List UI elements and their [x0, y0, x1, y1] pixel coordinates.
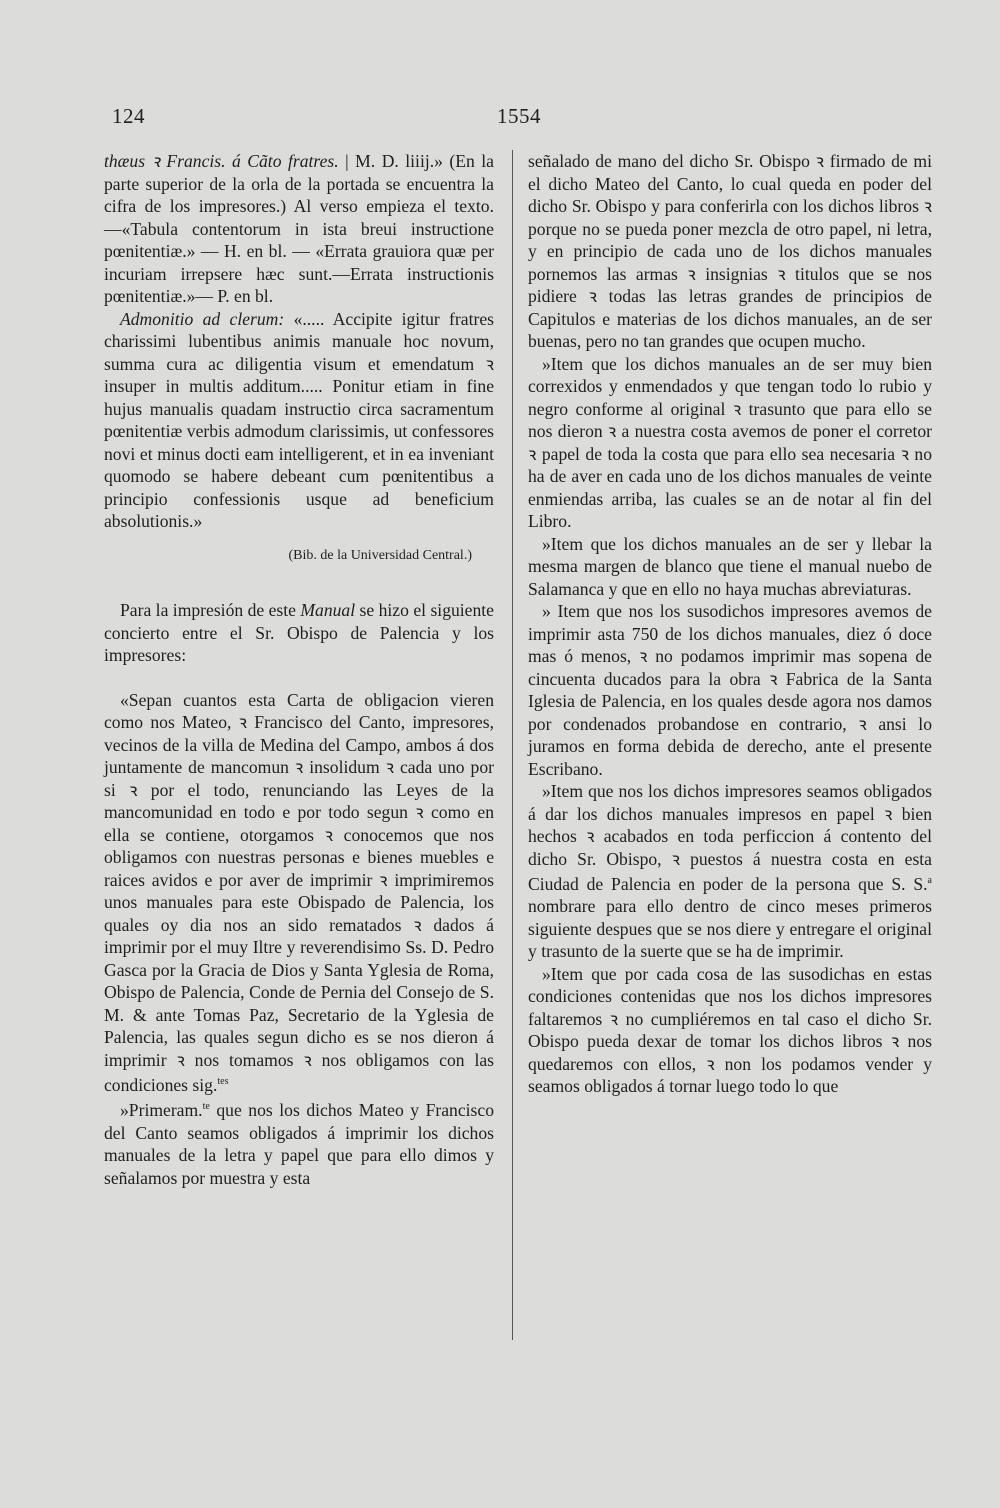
entrega-text-a: »Item que nos los dichos impresores seamos obligados á dar los dichos manuales impresos en papel ꝛ bien hechos ꝛ acabados en toda perficcion á contento del dicho Sr. Obispo, ꝛ puestos á nuestra costa en esta Ciudad de Palencia en poder de la persona que S. S.: [528, 781, 932, 894]
column-divider: [512, 150, 513, 1340]
item-750-paragraph: » Item que nos los susodichos impresores avemos de imprimir asta 750 de los dichos manuales, diez ó doce mas ó menos, ꝛ no podamos imprimir mas sopena de cincuenta ducados para la obra ꝛ Fabrica de la Santa Iglesia de Palencia, en los quales desde agora nos damos por condenados probandose en contrario, ꝛ ansi lo juramos en forma debida de derecho, ante el presente Escribano.: [528, 601, 932, 779]
superscript-tes: tes: [217, 1076, 229, 1087]
right-column: [528, 150, 932, 1098]
superscript-a: a: [927, 875, 932, 886]
page-number: 124: [112, 104, 145, 128]
obligacion-text: «Sepan cuantos esta Carta de obligacion vieren como nos Mateo, ꝛ Francisco del Canto, impresores, vecinos de la villa de Medina del Campo, ambos á dos juntamente de mancomun ꝛ insolidum ꝛ cada uno por si ꝛ por el todo, renunciando las Leyes de la mancomunidad en todo e por todo segun ꝛ como en ella se contiene, otorgamos ꝛ conocemos que nos obligamos con nuestras personas e bienes muebles e raices avidos e por aver de imprimir ꝛ imprimiremos unos manuales para este Obispado de Palencia, los quales oy dia nos an sido rematados ꝛ dados á imprimir por el muy Iltre y reverendisimo Ss. D. Pedro Gasca por la Gracia de Dios y Santa Yglesia de Roma, Obispo de Palencia, Conde de Pernia del Consejo de S. M. & ante Tomas Paz, Secretario de la Yglesia de Palencia, las quales segun dicho es se nos dieron á imprimir ꝛ nos tomamos ꝛ nos obligamos con las condiciones sig.: [104, 689, 494, 1095]
library-citation: (Bib. de la Universidad Central.): [288, 547, 472, 563]
colophon-paragraph: [104, 150, 494, 308]
concierto-intro-paragraph: [104, 599, 494, 667]
intro-text-b: se hizo el siguiente concierto entre el Sr. Obispo de Palencia y los impresores:: [104, 600, 494, 665]
colophon-italic: thæus ꝛ Francis. á Cãto fratres.: [104, 151, 339, 171]
primeramente-paragraph: [104, 1096, 494, 1189]
superscript-te: te: [202, 1101, 210, 1113]
item-faltaremos-paragraph: »Item que por cada cosa de las susodichas en estas condiciones contenidas que nos los dichos impresores faltaremos ꝛ no cumpliéremos en tal caso el dicho Sr. Obispo pueda dexar de tomar los dichos libros ꝛ nos quedaremos con ellos, ꝛ non los podamos vender y seamos obligados á tornar luego todo lo que: [528, 963, 932, 1097]
item-entrega-paragraph: [528, 780, 932, 963]
manual-italic: Manual: [300, 600, 356, 620]
running-head-year: 1554: [497, 104, 541, 128]
intro-text-a: Para la impresión de este: [120, 600, 296, 620]
primeramente-text: que nos los dichos Mateo y Francisco del Canto seamos obligados á imprimir los dichos manuales de la letra y papel que para ello dimos y señalamos por muestra y esta: [104, 1100, 495, 1188]
colophon-text: | M. D. liiij.» (En la parte superior de la orla de la portada se encuentra la cifra de los impresores.) Al verso empieza el texto.—«Tabula contentorum in ista breui instructione pœnitentiæ.» — H. en bl. — «Errata grauiora quæ per incuriam irrepsere hæc sunt.—Errata instructionis pœnitentiæ.»— P. en bl.: [104, 151, 494, 306]
item-margen-paragraph: »Item que los dichos manuales an de ser y llebar la mesma margen de blanco que tiene el manual nuebo de Salamanca y que en ello no haya muchas abreviaturas.: [528, 533, 932, 599]
item-correxidos-paragraph: »Item que los dichos manuales an de ser muy bien correxidos y enmendados y que tengan todo lo rubio y negro conforme al original ꝛ trasunto que para ello se nos dieron ꝛ a nuestra costa avemos de poner el corretor ꝛ papel de toda la costa que para ello sea necesaria ꝛ no ha de aver en cada uno de los dichos manuales de veinte enmiendas arriba, las cuales se an de notar al fin del Libro.: [528, 353, 932, 531]
admonitio-heading: Admonitio ad clerum:: [120, 308, 285, 329]
left-column: [104, 150, 494, 1189]
admonitio-paragraph: [104, 308, 494, 533]
admonitio-text: «..... Accipite igitur fratres charissimi lubentibus animis manuale hoc novum, summa cura ac diligentia visum et emendatum ꝛ insuper in multis additum..... Ponitur etiam in fine hujus manualis quadam instructio circa sacramentum pœnitentiæ verbis admodum clarissimis, ut confessores novi et minus docti eam intelligerent, et in ea inveniant quomodo se habere debeant cum pœnitentibus a principio confessionis usque ad beneficium absolutionis.»: [104, 308, 494, 531]
entrega-text-b: nombrare para ello dentro de cinco meses primeros siguiente despues que se nos diere y entregare el original y trasunto de la suerte que se ha de imprimir.: [528, 896, 932, 962]
continuation-paragraph: señalado de mano del dicho Sr. Obispo ꝛ firmado de mi el dicho Mateo del Canto, lo cual queda en poder del dicho Sr. Obispo y para conferirla con los dichos libros ꝛ porque no se pueda poner mezcla de otro papel, ni letra, y en principio de cada uno de los dichos manuales pornemos las armas ꝛ insignias ꝛ titulos que se nos pidiere ꝛ todas las letras grandes de principios de Capitulos e materias de los dichos manuales, an de ser buenas, pero no tan grandes que ocupen mucho.: [528, 151, 932, 351]
obligacion-paragraph: [104, 689, 494, 1097]
primeram-text: »Primeram.: [120, 1100, 203, 1121]
